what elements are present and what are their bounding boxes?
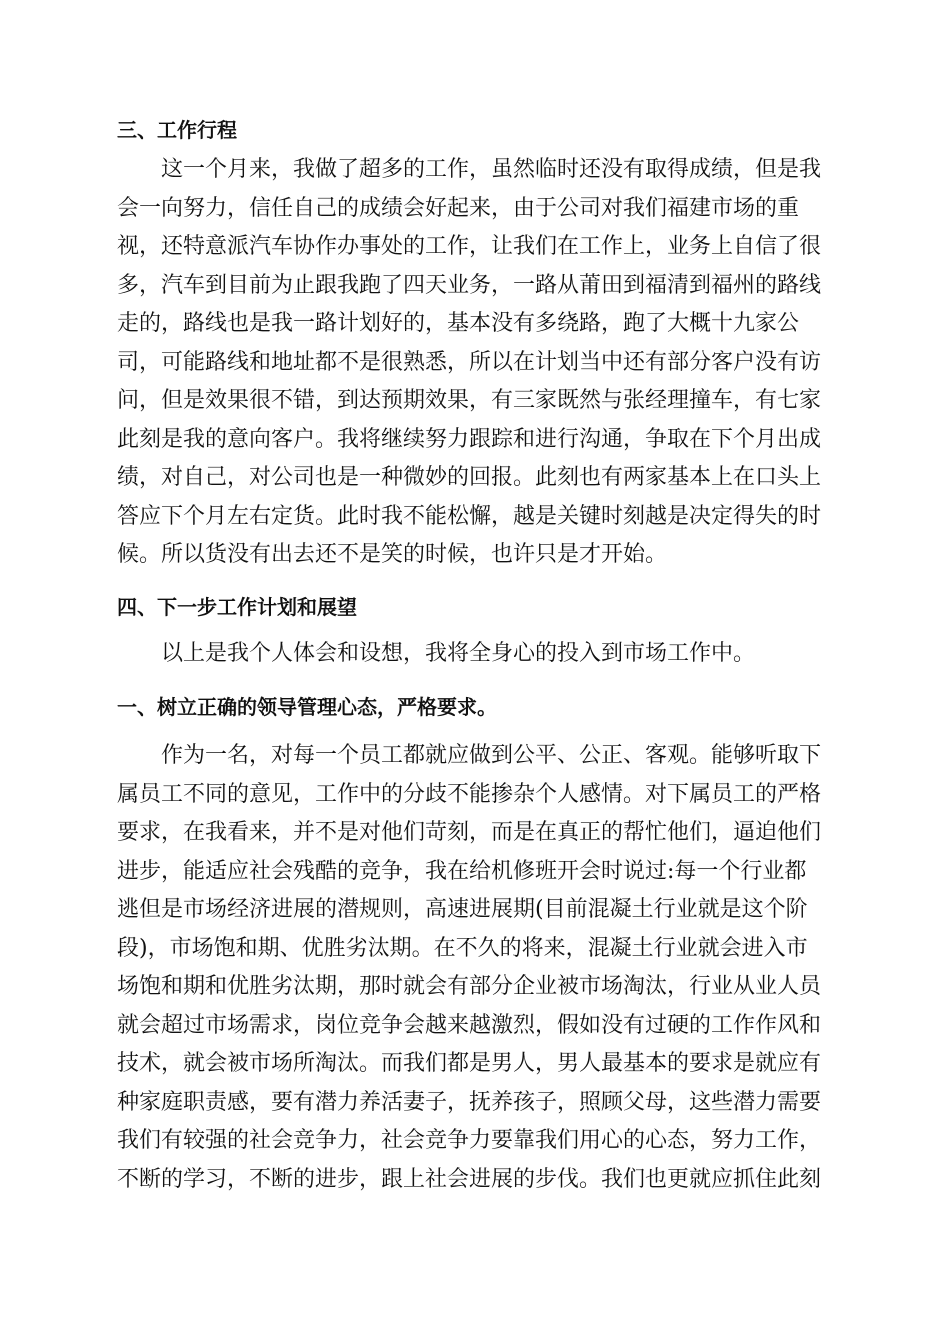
text-line: 种家庭职责感，要有潜力养活妻子，抚养孩子，照顾父母，这些潜力需要 (117, 1089, 822, 1115)
text-line: 属员工不同的意见，工作中的分歧不能掺杂个人感情。对下属员工的严格 (117, 781, 822, 807)
text-line: 作为一名，对每一个员工都就应做到公平、公正、客观。能够听取下 (161, 743, 822, 768)
paragraph-leadership-mindset (117, 737, 833, 1199)
section-heading-next-plan: 四、下一步工作计划和展望 (117, 594, 357, 619)
text-line: 进步，能适应社会残酷的竞争，我在给机修班开会时说过:每一个行业都 (117, 858, 807, 884)
document-page (117, 110, 833, 1199)
text-line: 以上是我个人体会和设想，我将全身心的投入到市场工作中。 (161, 640, 756, 666)
text-line: 绩，对自己，对公司也是一种微妙的回报。此刻也有两家基本上在口头上 (117, 465, 822, 490)
text-line: 技术，就会被市场所淘汰。而我们都是男人，男人最基本的要求是就应有 (117, 1051, 822, 1076)
text-line: 要求，在我看来，并不是对他们苛刻，而是在真正的帮忙他们，逼迫他们 (117, 820, 822, 845)
section-heading-leadership-mindset: 一、树立正确的领导管理心态，严格要求。 (117, 695, 497, 719)
section-heading-work-itinerary: 三、工作行程 (117, 118, 237, 142)
text-line: 会一向努力，信任自己的成绩会好起来，由于公司对我们福建市场的重 (117, 195, 800, 221)
text-line: 候。所以货没有出去还不是笑的时候，也许只是才开始。 (117, 542, 668, 567)
text-line: 司，可能路线和地址都不是很熟悉，所以在计划当中还有部分客户没有访 (117, 349, 822, 375)
text-line: 我们有较强的社会竞争力，社会竞争力要靠我们用心的心态，努力工作， (117, 1128, 822, 1153)
text-line: 就会超过市场需求，岗位竞争会越来越激烈，假如没有过硬的工作作风和 (117, 1012, 822, 1038)
text-line: 段)，市场饱和期、优胜劣汰期。在不久的将来，混凝土行业就会进入市 (117, 935, 808, 961)
text-line: 此刻是我的意向客户。我将继续努力跟踪和进行沟通，争取在下个月出成 (117, 426, 822, 452)
text-line: 场饱和期和优胜劣汰期，那时就会有部分企业被市场淘汰，行业从业人员 (117, 974, 822, 999)
text-line: 问，但是效果很不错，到达预期效果，有三家既然与张经理撞车，有七家 (117, 388, 822, 413)
paragraph-work-itinerary (117, 151, 833, 575)
text-line: 多，汽车到目前为止跟我跑了四天业务，一路从莆田到福清到福州的路线 (117, 272, 822, 298)
text-line: 这一个月来，我做了超多的工作，虽然临时还没有取得成绩，但是我 (161, 157, 822, 182)
text-line: 走的，路线也是我一路计划好的，基本没有多绕路，跑了大概十九家公 (117, 311, 800, 336)
paragraph-next-plan (117, 635, 833, 674)
text-line: 答应下个月左右定货。此时我不能松懈，越是关键时刻越是决定得失的时 (117, 503, 822, 529)
text-line: 不断的学习，不断的进步，跟上社会进展的步伐。我们也更就应抓住此刻 (117, 1166, 822, 1192)
text-line: 视，还特意派汽车协作办事处的工作，让我们在工作上，业务上自信了很 (117, 234, 822, 259)
text-line: 逃但是市场经济进展的潜规则，高速进展期(目前混凝土行业就是这个阶 (117, 897, 808, 922)
